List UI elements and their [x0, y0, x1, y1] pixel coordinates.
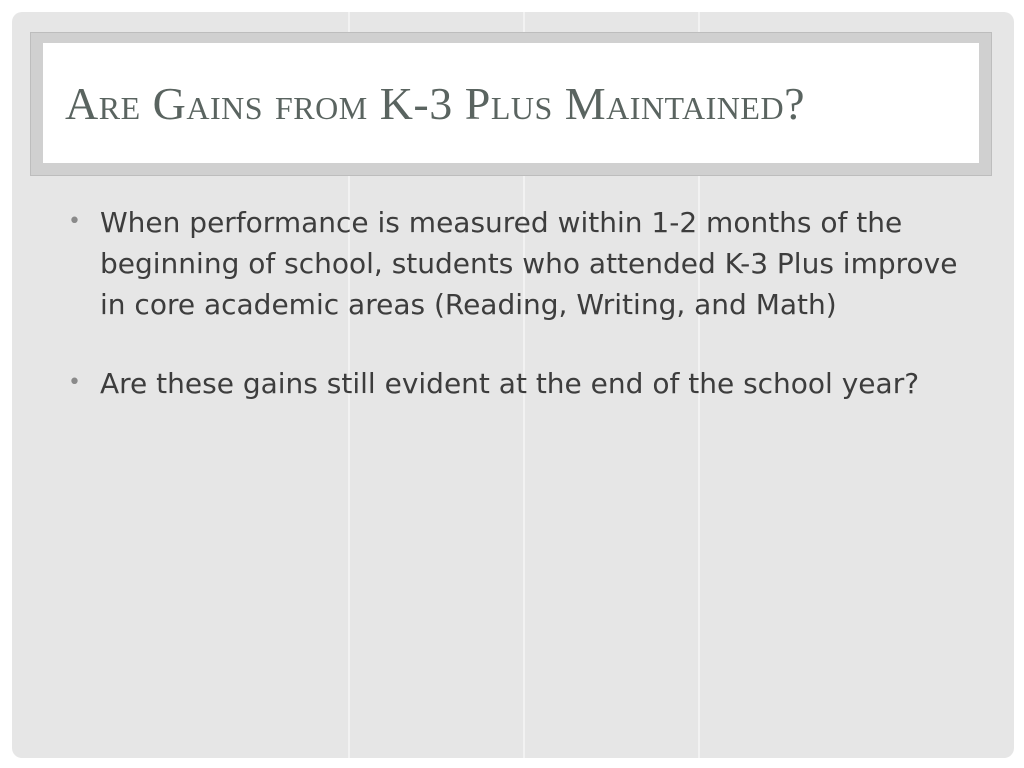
slide-content: [68, 202, 968, 442]
bullet-item: [68, 202, 968, 325]
bullet-item: [68, 363, 968, 404]
bullet-marker: •: [68, 370, 81, 395]
bullet-text: Are these gains still evident at the end of the school year?: [100, 367, 920, 400]
title-box: [43, 43, 979, 163]
title-frame: [30, 32, 992, 176]
bullet-text: When performance is measured within 1-2 months of the beginning of school, students who attended K-3 Plus improve in core academic areas (Reading, Writing, and Math): [100, 206, 958, 321]
bullet-marker: •: [68, 209, 81, 234]
slide-title: Are Gains from K-3 Plus Maintained?: [65, 77, 805, 129]
slide: [12, 12, 1014, 758]
